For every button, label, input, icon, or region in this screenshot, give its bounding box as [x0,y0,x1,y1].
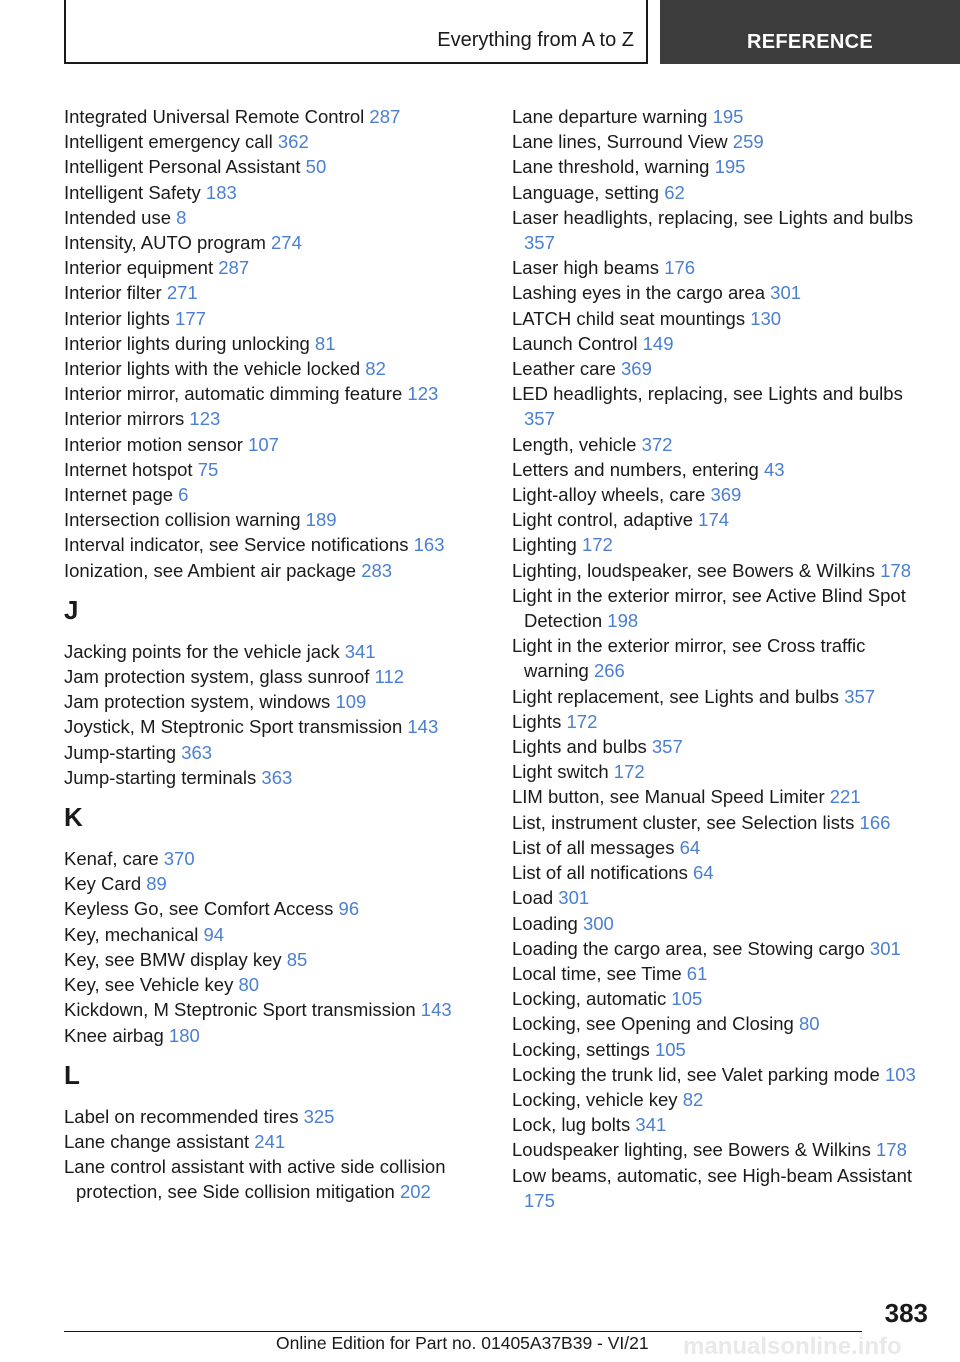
index-entry-term: Interior mirrors [64,408,185,430]
index-entry-term: Key, see Vehicle key [64,974,234,996]
index-entry-page-link[interactable]: 103 [884,1063,916,1085]
index-entry [512,734,932,759]
index-entry [64,558,484,583]
index-entry-term: Loudspeaker lighting, see Bowers & Wilkins [512,1139,871,1161]
index-entry-term: Letters and numbers, entering [512,458,759,480]
index-entry [512,709,932,734]
index-entry [512,986,932,1011]
index-entry [64,714,484,739]
index-entry-term: Intelligent Safety [64,181,201,203]
index-entry-page-link[interactable]: 149 [642,332,674,354]
index-entry-term: Intelligent Personal Assistant [64,156,301,178]
index-entry [512,356,932,381]
index-entry [64,532,484,557]
index-entry-page-link[interactable]: 166 [859,811,891,833]
index-entry [64,280,484,305]
index-entry [64,306,484,331]
index-entry [512,154,932,179]
index-entry-page-link[interactable]: 64 [679,836,701,858]
index-entry-page-link[interactable]: 85 [286,948,308,970]
index-entry-term: Lane lines, Surround View [512,131,728,153]
index-entry-term: Key, mechanical [64,923,199,945]
index-entry-page-link[interactable]: 130 [750,307,782,329]
index-entry-page-link[interactable]: 96 [338,898,360,920]
page-header [64,0,960,64]
index-entry-term: Leather care [512,358,616,380]
index-column-right [512,104,932,1213]
index-entry-page-link[interactable]: 172 [581,534,613,556]
index-entry [64,331,484,356]
index-entry-page-link[interactable]: 94 [203,923,225,945]
index-entry-term: Locking, settings [512,1038,650,1060]
index-entry-term: Jacking points for the vehicle jack [64,640,340,662]
index-entry [64,482,484,507]
index-entry-page-link[interactable]: 123 [189,408,221,430]
index-entry-term: Kenaf, care [64,848,159,870]
index-entry [512,482,932,507]
index-entry [64,765,484,790]
index-entry [64,432,484,457]
index-entry-term: Lighting, loudspeaker, see Bowers & Wilkins [512,559,875,581]
index-entry-page-link[interactable]: 178 [876,1139,907,1161]
index-entry-page-link[interactable]: 143 [407,716,439,738]
index-entry-page-link[interactable]: 178 [880,559,912,581]
index-entry [64,1129,484,1154]
index-entry-term: Light control, adaptive [512,509,694,531]
index-column-left [64,104,484,1205]
index-entry-term: Integrated Universal Remote Control [64,106,365,127]
index-entry-page-link[interactable]: 43 [763,458,785,480]
index-entry-page-link[interactable]: 271 [166,282,198,304]
index-entry [512,381,932,431]
index-entry-page-link[interactable]: 75 [197,458,219,480]
index-entry-term: Knee airbag [64,1024,164,1046]
index-entry [64,406,484,431]
index-entry-page-link[interactable]: 175 [524,1189,555,1211]
index-entry-term: Ionization, see Ambient air package [64,559,357,581]
index-entry-term: Local time, see Time [512,962,682,984]
index-entry-term: Laser high beams [512,257,660,279]
index-entry [64,1154,484,1204]
index-entry-term: Loading the cargo area, see Stowing cargo [512,937,865,959]
index-letter-heading: L [64,1059,80,1090]
index-entry [64,740,484,765]
index-entry-page-link[interactable]: 221 [829,786,861,808]
index-entry [512,331,932,356]
index-entry [512,306,932,331]
index-entry-page-link[interactable]: 189 [305,509,337,531]
index-entry [512,558,932,583]
chapter-title: REFERENCE [746,31,874,53]
index-entry-term: Key Card [64,873,142,895]
index-entry-page-link[interactable]: 109 [335,691,367,713]
index-entry [512,684,932,709]
chapter-tab [660,0,960,64]
index-entry-term: Light switch [512,761,609,783]
index-entry-term: Light in the exterior mirror, see Active Blind Spot Detection [512,584,906,632]
index-entry-page-link[interactable]: 259 [732,131,764,153]
index-entry-term: Lighting [512,534,577,556]
index-entry [64,129,484,154]
index-entry-page-link[interactable]: 274 [271,232,302,254]
index-entry [64,871,484,896]
index-entry-page-link[interactable]: 300 [582,912,614,934]
index-entry-page-link[interactable]: 266 [593,660,625,682]
index-entry [512,205,932,255]
index-entry [64,1104,484,1129]
index-entry-page-link[interactable]: 80 [238,974,260,996]
index-entry [64,922,484,947]
index-entry-page-link[interactable]: 89 [146,873,167,895]
index-entry-term: Lane departure warning [512,106,708,127]
index-entry-page-link[interactable]: 363 [261,766,293,788]
index-entry [512,583,932,633]
index-entry-page-link[interactable]: 363 [181,741,213,763]
index-entry-term: Interior mirror, automatic dimming feature [64,383,403,405]
index-entry-term: Internet page [64,484,174,506]
index-entry [64,947,484,972]
index-entry-page-link[interactable]: 80 [798,1013,820,1035]
index-entry [512,507,932,532]
index-entry-page-link[interactable]: 172 [613,761,645,783]
index-entry [64,1023,484,1048]
index-entry [64,664,484,689]
index-entry-term: Locking, vehicle key [512,1088,678,1110]
index-entry-page-link[interactable]: 82 [365,358,386,380]
index-entry-page-link[interactable]: 176 [664,257,696,279]
index-entry-page-link[interactable]: 370 [163,848,195,870]
index-entry-term: Interior filter [64,282,162,304]
index-entry [512,1137,932,1162]
index-entry-term: Key, see BMW display key [64,948,282,970]
index-entry-term: LIM button, see Manual Speed Limiter [512,786,825,808]
index-entry [64,689,484,714]
index-entry-term: Intensity, AUTO program [64,232,266,254]
index-entry [64,507,484,532]
index-entry-page-link[interactable]: 8 [176,206,187,228]
index-entry [512,759,932,784]
index-entry-page-link[interactable]: 369 [710,484,742,506]
index-entry-term: LATCH child seat mountings [512,307,746,329]
index-entry-term: Light replacement, see Lights and bulbs [512,685,840,707]
index-entry [64,457,484,482]
index-entry-term: Jam protection system, glass sunroof [64,666,370,688]
index-entry-page-link[interactable]: 61 [686,962,708,984]
index-entry-page-link[interactable]: 62 [664,181,685,203]
index-entry-page-link[interactable]: 81 [314,332,336,354]
index-entry [512,885,932,910]
index-entry [512,1037,932,1062]
section-title: Everything from A to Z [437,29,634,51]
index-entry-page-link[interactable]: 107 [248,433,279,455]
index-entry-term: Lights [512,710,562,732]
index-entry [512,280,932,305]
index-entry-term: Locking the trunk lid, see Valet parking mode [512,1063,880,1085]
index-entry-page-link[interactable]: 172 [566,710,598,732]
index-entry [512,432,932,457]
index-entry-term: Label on recommended tires [64,1105,299,1127]
index-entry [64,205,484,230]
index-entry-term: Language, setting [512,181,660,203]
index-entry [512,936,932,961]
index-entry-page-link[interactable]: 112 [374,666,405,688]
index-entry-page-link[interactable]: 50 [305,156,327,178]
index-entry-page-link[interactable]: 287 [369,106,401,127]
index-entry-page-link[interactable]: 301 [558,887,590,909]
index-entry-term: Light-alloy wheels, care [512,484,706,506]
index-entry [64,997,484,1022]
footer-edition: Online Edition for Part no. 01405A37B39 - VI/21 [276,1333,649,1353]
index-entry [64,639,484,664]
index-entry [512,911,932,936]
index-entry-page-link[interactable]: 163 [413,534,445,556]
index-entry-term: Interval indicator, see Service notifications [64,534,409,556]
index-entry-term: Locking, see Opening and Closing [512,1013,794,1035]
index-entry-page-link[interactable]: 301 [770,282,802,304]
index-entry-page-link[interactable]: 357 [524,408,555,430]
index-entry-term: Interior equipment [64,257,214,279]
index-entry [512,1011,932,1036]
index-entry-term: Lashing eyes in the cargo area [512,282,766,304]
index-entry-page-link[interactable]: 357 [651,736,683,758]
index-letter-heading: J [64,594,79,625]
index-entry-term: Lane change assistant [64,1130,250,1152]
index-entry-page-link[interactable]: 362 [277,131,309,153]
index-entry-page-link[interactable]: 143 [420,999,452,1021]
index-entry [64,381,484,406]
index-entry-page-link[interactable]: 195 [714,156,746,178]
index-entry-page-link[interactable]: 198 [607,610,639,632]
index-entry [64,230,484,255]
index-entry-term: Keyless Go, see Comfort Access [64,898,334,920]
index-entry-page-link[interactable]: 287 [218,257,250,279]
index-entry-term: Interior lights with the vehicle locked [64,358,361,380]
index-entry [512,180,932,205]
index-entry [512,104,932,129]
index-entry-page-link[interactable]: 123 [407,383,439,405]
index-entry-term: Interior lights [64,307,170,329]
index-entry-term: Low beams, automatic, see High-beam Assistant [512,1164,912,1186]
index-entry-page-link[interactable]: 357 [524,232,555,254]
index-entry-term: Interior motion sensor [64,433,243,455]
index-entry [64,896,484,921]
index-entry-term: Kickdown, M Steptronic Sport transmission [64,999,416,1021]
index-entry-page-link[interactable]: 6 [178,484,189,506]
index-entry-page-link[interactable]: 283 [361,559,393,581]
index-entry-term: Joystick, M Steptronic Sport transmission [64,716,403,738]
index-entry [64,154,484,179]
index-entry [64,972,484,997]
index-entry-term: LED headlights, replacing, see Lights and bulbs [512,383,903,405]
index-entry-page-link[interactable]: 82 [682,1088,704,1110]
index-entry-term: Jump-starting terminals [64,766,257,788]
index-entry-page-link[interactable]: 105 [671,988,703,1010]
watermark: manualsonline.info [683,1333,902,1360]
index-entry-page-link[interactable]: 372 [641,433,673,455]
index-entry-term: Loading [512,912,578,934]
index-entry-page-link[interactable]: 105 [654,1038,686,1060]
index-entry [512,961,932,986]
index-entry [512,532,932,557]
index-entry-term: Jam protection system, windows [64,691,331,713]
index-entry [64,180,484,205]
index-entry-page-link[interactable]: 241 [254,1130,286,1152]
index-entry-term: List of all messages [512,836,675,858]
index-entry [512,1062,932,1087]
index-entry-term: Laser headlights, replacing, see Lights and bulbs [512,206,914,228]
index-entry-term: Interior lights during unlocking [64,332,310,354]
index-entry-term: Light in the exterior mirror, see Cross traffic warning [512,635,866,682]
index-entry-term: Jump-starting [64,741,177,763]
index-entry-page-link[interactable]: 301 [869,937,901,959]
index-entry-term: Load [512,887,554,909]
index-entry [64,104,484,129]
index-entry-term: Launch Control [512,332,638,354]
index-entry [512,810,932,835]
index-entry-term: Internet hotspot [64,458,193,480]
footer-divider [64,1331,862,1332]
index-entry-term: Lock, lug bolts [512,1114,631,1136]
index-entry [512,633,932,683]
index-entry-term: Length, vehicle [512,433,637,455]
index-entry-page-link[interactable]: 195 [712,106,744,127]
index-entry [512,129,932,154]
index-entry [512,255,932,280]
section-title-tab [64,0,648,64]
index-entry-page-link[interactable]: 183 [205,181,237,203]
index-entry-page-link[interactable]: 325 [303,1105,335,1127]
index-entry-page-link[interactable]: 341 [635,1114,667,1136]
index-entry-term: Lane threshold, warning [512,156,710,178]
index-entry-page-link[interactable]: 174 [698,509,730,531]
index-entry-term: Intersection collision warning [64,509,301,531]
index-entry-page-link[interactable]: 64 [692,862,714,884]
index-entry [512,1112,932,1137]
index-entry-page-link[interactable]: 357 [844,685,876,707]
index-entry [512,1087,932,1112]
index-entry [512,457,932,482]
index-entry-page-link[interactable]: 180 [168,1024,200,1046]
index-entry-page-link[interactable]: 177 [175,307,206,329]
index-entry [512,1163,932,1213]
index-entry-term: Locking, automatic [512,988,667,1010]
index-entry-page-link[interactable]: 369 [621,358,652,380]
index-entry-term: Intelligent emergency call [64,131,273,153]
index-entry-term: List of all notifications [512,862,688,884]
index-entry [64,846,484,871]
index-entry [64,356,484,381]
index-entry-term: Lights and bulbs [512,736,647,758]
index-entry-page-link[interactable]: 341 [344,640,376,662]
index-entry-page-link[interactable]: 202 [399,1181,431,1203]
index-entry [512,835,932,860]
index-entry-term: Intended use [64,206,171,228]
index-entry-term: List, instrument cluster, see Selection lists [512,811,855,833]
page-number: 383 [884,1298,928,1328]
index-entry [64,255,484,280]
index-entry [512,860,932,885]
index-entry-term: Lane control assistant with active side collision protection, see Side collision mitigation [64,1156,446,1203]
index-letter-heading: K [64,802,83,833]
index-entry [512,784,932,809]
